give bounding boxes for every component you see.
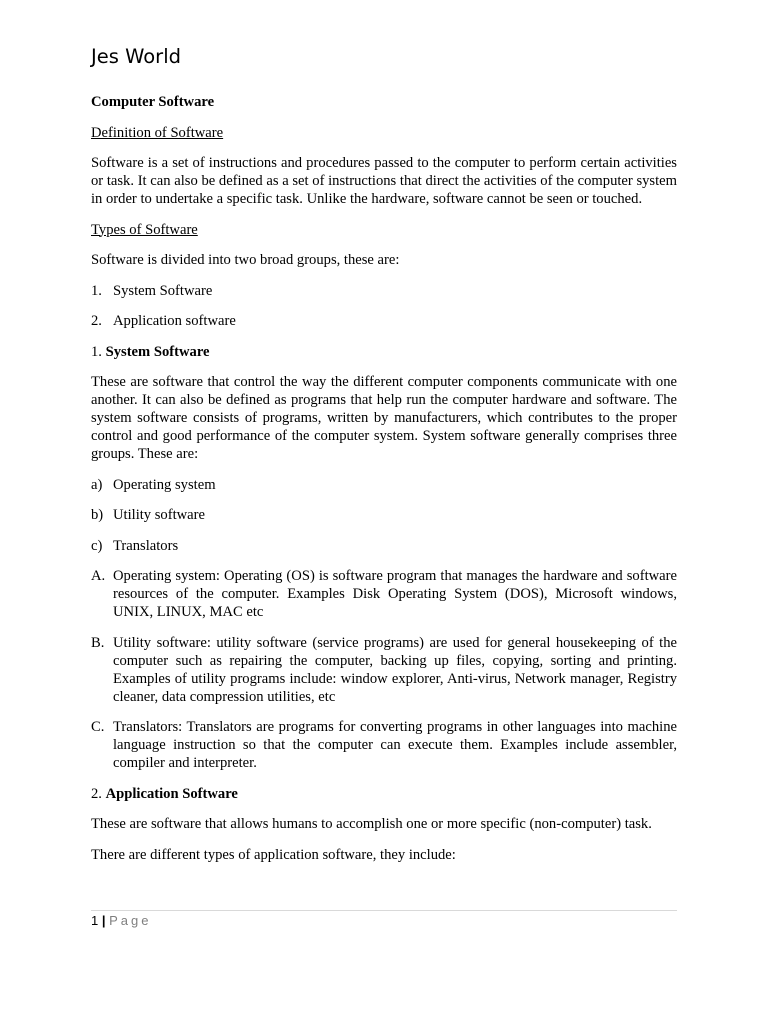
list-item [91,282,677,300]
list-marker: b) [91,507,104,523]
types-heading: Types of Software [91,221,198,238]
list-item [91,718,677,772]
section-number: 2. [91,785,102,802]
list-item-text: Operating system [113,476,216,493]
list-marker: a) [91,476,103,493]
list-marker: B. [91,634,105,651]
document-title: Computer Software [91,94,215,110]
header-title: Jes World [91,45,181,68]
list-item [91,567,677,621]
system-software-paragraph: These are software that control the way the different computer components communicate with one another. It can also be defined as programs that help run the computer hardware and software. The system software consists of programs, written by manufacturers, which contributes to the proper control and good performance of the computer system. System software generally comprises three groups. These are: [91,374,677,462]
page-word: Page [109,913,152,928]
system-software-heading [91,343,677,361]
list-item [91,476,677,494]
section-number: 1. [91,343,102,360]
section-title: System Software [105,343,210,360]
list-item-text: Translators [113,537,179,554]
list-item-text: Utility software: utility software (service programs) are used for general housekeeping of the computer such as repairing the computer, backing up files, copying, sorting and printing. Examples of utility programs include: window explorer, Anti-virus, Network manager, Registry cleaner, data compression utilities, etc [113,634,677,705]
section-title: Application Software [105,785,238,802]
page-number: 1 [91,913,99,928]
list-item-text: Application software [113,313,236,329]
list-marker: c) [91,537,103,554]
list-item [91,634,677,706]
definition-paragraph: Software is a set of instructions and procedures passed to the computer to perform certain activities or task. It can also be defined as a set of instructions that direct the activities of the computer system in order to undertake a specific task. Unlike the hardware, software cannot be seen or touched. [91,155,677,207]
list-marker: A. [91,568,106,584]
definition-heading: Definition of Software [91,124,224,141]
application-types-intro: There are different types of application software, they include: [91,846,456,863]
types-intro: Software is divided into two broad groups, these are: [91,252,400,268]
page-number-label [91,913,152,929]
list-item-text: Operating system: Operating (OS) is software program that manages the hardware and software resources of the computer. Examples Disk Operating System (DOS), Microsoft windows, UNIX, LINUX, MAC etc [113,568,677,620]
document-body [91,93,677,876]
list-item-text: System Software [113,282,213,299]
page-footer [91,910,677,928]
list-item [91,506,677,524]
list-item-text: Translators: Translators are programs for converting programs in other languages into machine language instruction so that the computer can execute them. Examples include assembler, compiler and interpreter. [113,719,677,771]
application-software-heading [91,785,677,803]
list-item [91,312,677,330]
list-marker: 2. [91,313,102,329]
list-marker: C. [91,719,105,735]
list-marker: 1. [91,282,102,299]
list-item-text: Utility software [113,507,206,523]
list-item [91,537,677,555]
application-software-paragraph: These are software that allows humans to accomplish one or more specific (non-computer) task. [91,816,652,832]
page-separator: | [101,913,106,928]
